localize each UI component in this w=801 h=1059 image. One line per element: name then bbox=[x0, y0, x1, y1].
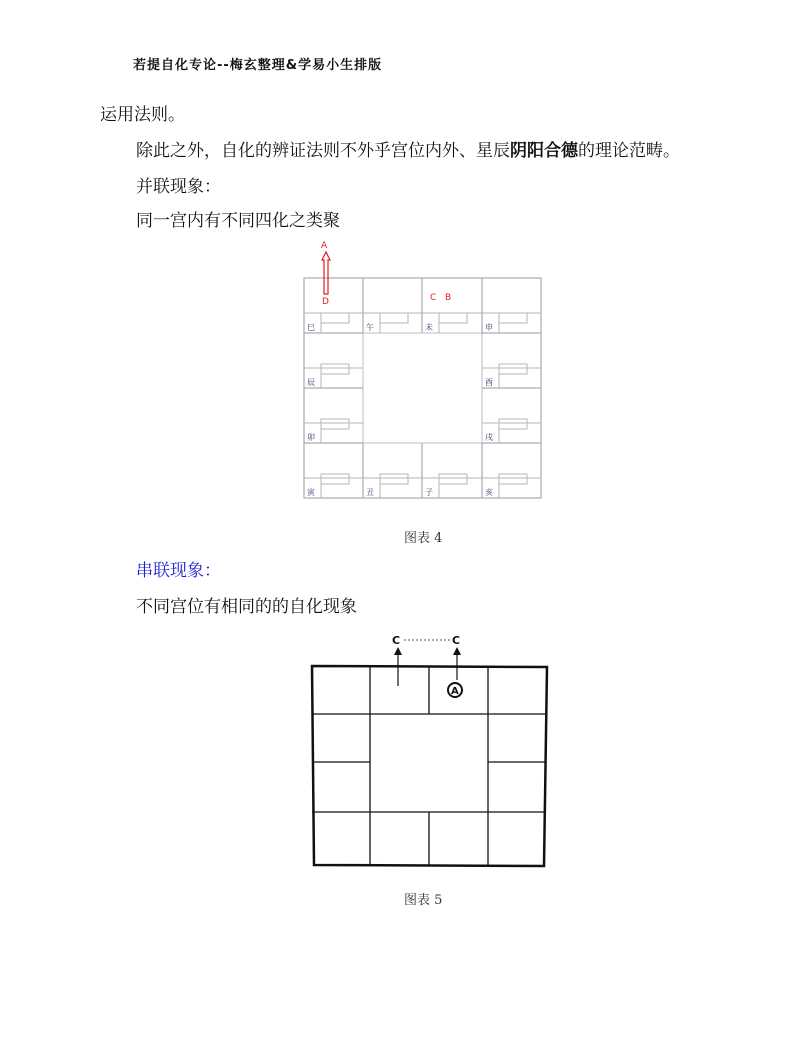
fig4-branch-hai: 亥 bbox=[485, 488, 493, 497]
paragraph-parallel-desc: 同一宫内有不同四化之类聚 bbox=[136, 211, 340, 231]
heading-parallel: 并联现象： bbox=[136, 177, 221, 197]
fig4-label-a: A bbox=[321, 241, 328, 251]
fig4-branch-si: 巳 bbox=[307, 323, 315, 332]
fig5-grid-lines bbox=[312, 666, 547, 866]
fig4-label-c: C bbox=[430, 293, 437, 303]
fig4-branch-zi: 子 bbox=[425, 488, 433, 497]
paragraph-theory-start: 除此之外，自化的辨证法则不外乎宫位内外、星辰 bbox=[136, 141, 510, 161]
fig5-label-a: A bbox=[451, 686, 459, 697]
figure-4-chart bbox=[300, 236, 545, 504]
fig4-label-d: D bbox=[322, 297, 329, 307]
paragraph-rule: 运用法则。 bbox=[100, 105, 185, 125]
fig4-branch-chou: 丑 bbox=[366, 488, 374, 497]
paragraph-theory bbox=[136, 140, 680, 162]
figure-5-chart bbox=[304, 628, 556, 872]
fig5-up-arrow-right-icon bbox=[453, 647, 461, 655]
fig4-branch-you: 酉 bbox=[485, 378, 493, 387]
fig5-label-c2: C bbox=[452, 634, 461, 647]
paragraph-theory-end: 的理论范畴。 bbox=[578, 141, 680, 161]
fig4-branch-xu: 戌 bbox=[485, 433, 493, 442]
figure-4-caption: 图表 4 bbox=[404, 531, 443, 546]
document-header: 若提自化专论--梅玄整理&学易小生排版 bbox=[133, 58, 383, 73]
fig4-branch-wu: 午 bbox=[366, 323, 374, 332]
fig4-center-box bbox=[363, 333, 482, 443]
fig4-branch-yin: 寅 bbox=[307, 488, 315, 497]
fig4-up-arrow-icon bbox=[322, 252, 330, 294]
heading-series: 串联现象： bbox=[136, 561, 221, 581]
fig5-up-arrow-left-icon bbox=[394, 647, 402, 655]
fig4-label-b: B bbox=[445, 293, 452, 303]
fig5-label-c1: C bbox=[392, 634, 401, 647]
fig4-grid-lines bbox=[304, 278, 541, 498]
paragraph-theory-bold: 阴阳合德 bbox=[510, 141, 578, 161]
figure-5-caption: 图表 5 bbox=[404, 893, 443, 908]
fig4-branch-wei: 未 bbox=[425, 323, 433, 332]
fig4-branch-chen: 辰 bbox=[307, 378, 315, 387]
paragraph-series-desc: 不同宫位有相同的的自化现象 bbox=[136, 597, 357, 617]
fig4-branch-shen: 申 bbox=[485, 323, 493, 332]
fig4-branch-mao: 卯 bbox=[307, 433, 315, 442]
